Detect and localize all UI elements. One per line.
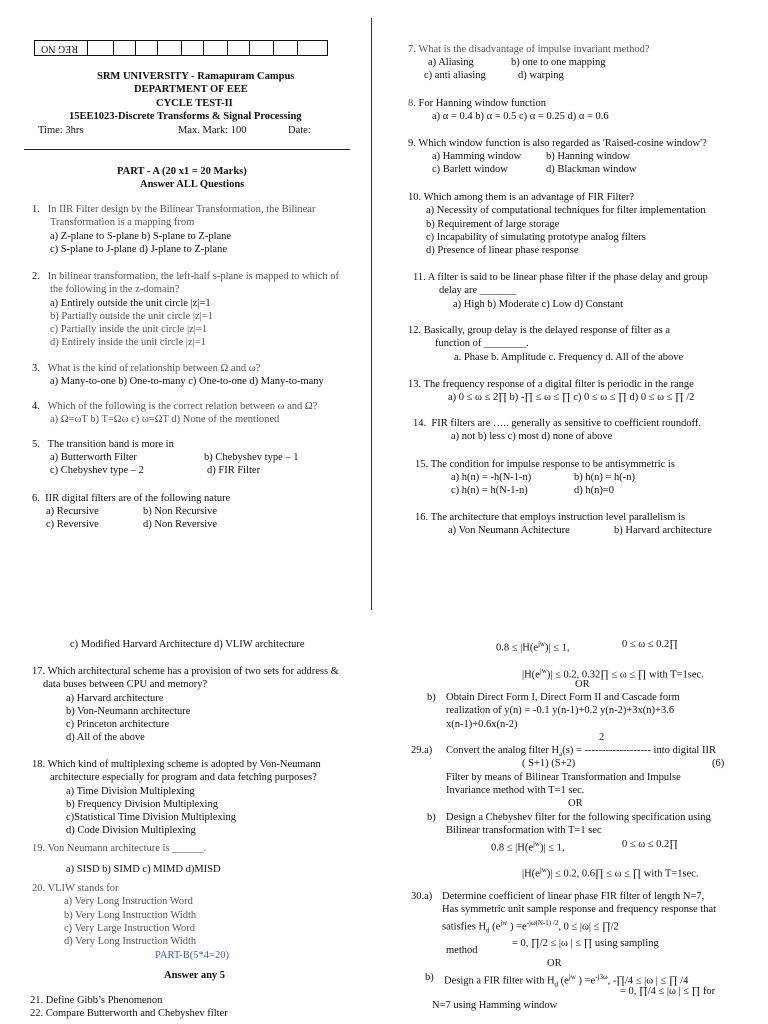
question-30a: Determine coefficient of linear phase FIR filter of length N=7, Has symmetric unit sample response and frequency response that satisfies $H_d$ ($e^{jw}$ ) $=e^{-j\omega(N-1) /2}$, 0 ≤ |ω| ≤ ∏/2 = 0, ∏/2 ≤ |ω | ≤ ∏ using sampling xyxy=(442,891,717,950)
q30b-label: b) xyxy=(425,972,434,983)
spec-stopband-2: $|H(e^{jw})| \le 0.2$, 0.6∏ ≤ ω ≤ ∏ with T=1sec. xyxy=(522,866,699,880)
part-a-title: PART - A (20 x1 = 20 Marks) xyxy=(117,166,247,177)
course-title: 15EE1023-Discrete Transforms & Signal Processing xyxy=(69,111,302,122)
column-divider xyxy=(371,18,372,610)
spec-passband-1-range: 0 ≤ ω ≤ 0.2∏ xyxy=(622,639,678,650)
question-29b: Design a Chebyshev filter for the following specification using Bilinear transformation with T=1 sec xyxy=(446,812,711,837)
question-6: 6. IIR digital filters are of the following nature a) Recursive b) Non Recursive c) Reversive d) Non Reversive xyxy=(32,493,231,531)
test-name: CYCLE TEST-II xyxy=(156,98,233,109)
spec-stopband-1: $|H(e^{jw})| \le 0.2$, 0.32∏ ≤ ω ≤ ∏ with T=1sec. xyxy=(522,667,704,681)
question-19: 19. Von Neumann architecture is ______. a) SISD b) SIMD c) MIMD d)MISD xyxy=(32,843,221,876)
question-18: 18. Which kind of multiplexing scheme is adopted by Von-Neumann architecture especially for program and data fetching purposes? a) Time Division Multiplexing b) Frequency Division Multiplexing c)Statistical Time Division Multiplexing d) Code Division Multiplexing xyxy=(32,759,321,837)
question-16: 16. The architecture that employs instruction level parallelism is a) Von Neumann Achitecture b) Harvard architecture xyxy=(415,512,712,537)
question-3: 3. What is the kind of relationship between Ω and ω? a) Many-to-one b) One-to-many c) One-to-one d) Many-to-many xyxy=(32,363,324,388)
question-20: 20. VLIW stands for a) Very Long Instruction Word b) Very Long Instruction Width c) Very Large Instruction Word d) Very Long Instruction Width xyxy=(32,883,197,948)
header-rule xyxy=(24,149,350,150)
part-b-item-21: 21. Define Gibb’s Phenomenon xyxy=(30,995,163,1006)
question-30b-line2: = 0, ∏/4 ≤ |ω | ≤ ∏ for xyxy=(620,986,716,997)
question-29a: Filter by means of Bilinear Transformation and Impulse Invariance method with T=1 sec. xyxy=(446,772,681,797)
question-30b-line1: Design a FIR filter with $H_d$ ($e^{jw}$ ) $=e^{-j3\omega}$, -∏/4 ≤ |ω | ≤ ∏ /4 xyxy=(444,973,689,989)
question-16-continued: c) Modified Harvard Architecture d) VLIW architecture xyxy=(70,639,305,650)
question-12: 12. Basically, group delay is the delayed response of filter as a function of ________. a. Phase b. Amplitude c. Frequency d. All of the above xyxy=(408,325,684,363)
question-4: 4. Which of the following is the correct relation between ω and Ω? a) Ω=ωT b) T=Ωω c) ω=ΩT d) None of the mentioned xyxy=(32,401,318,426)
question-13: 13. The frequency response of a digital filter is periodic in the range a) 0 ≤ ω ≤ 2∏ b) -∏ ≤ ω ≤ ∏ c) 0 ≤ ω ≤ ∏ d) 0 ≤ ω ≤ ∏ /2 xyxy=(408,379,695,404)
max-mark-label: Max. Mark: 100 xyxy=(178,125,247,136)
or-1: OR xyxy=(575,679,590,690)
question-11: 11. A filter is said to be linear phase filter if the phase delay and group delay are _______ a) High b) Moderate c) Low d) Constant xyxy=(413,272,708,310)
q29-marks: (6) xyxy=(712,758,725,769)
q29a-label: 29.a) xyxy=(411,745,433,756)
part-b-item-22: 22. Compare Butterworth and Chebyshev filter xyxy=(30,1008,228,1019)
department-name: DEPARTMENT OF EEE xyxy=(134,84,248,95)
q29-denominator: ( S+1) (S+2) xyxy=(522,758,576,769)
q30a-label: 30.a) xyxy=(411,891,433,902)
question-9: 9. Which window function is also regarded as 'Raised-cosine window'? a) Hamming window b) Hanning window c) Barlett window d) Blackman window xyxy=(408,138,707,176)
question-1: 1. In IIR Filter design by the Bilinear Transformation, the Bilinear Transformation is a mapping from a) Z-plane to S-plane b) S-plane to Z-plane c) S-plane to J-plane d) J-plane to Z-plane xyxy=(32,204,316,255)
q29b-label: b) xyxy=(427,812,436,823)
question-8: 8. For Hanning window function a) α = 0.4 b) α = 0.5 c) α = 0.25 d) α = 0.6 xyxy=(408,98,609,123)
q30a-method: method xyxy=(446,945,478,956)
question-15: 15. The condition for impulse response to be antisymmetric is a) h(n) = -h(N-1-n) b) h(n) = h(-n) c) h(n) = h(N-1-n) d) h(n)=0 xyxy=(415,459,675,497)
spec-passband-1: $0.8 \le |H(e^{jw})| \le 1$, xyxy=(496,640,570,654)
question-28b: Obtain Direct Form I, Direct Form II and Cascade form realization of y(n) = -0.1 y(n-1)+0.2 y(n-2)+3x(n)+3.6 x(n-1)+0.6x(n-2) xyxy=(446,692,680,730)
question-14: 14. FIR filters are ….. generally as sensitive to coefficient roundoff. a) not b) less c) most d) none of above xyxy=(413,418,701,443)
question-2: 2. In bilinear transformation, the left-half s-plane is mapped to which of the following in the z-domain? a) Entirely outside the unit circle |z|=1 b) Partially outside the unit circle |z|=1 c) Partially inside the unit circle |z|=1 d) Entirely inside the unit circle |z|=1 xyxy=(32,271,340,349)
or-2: OR xyxy=(568,798,583,809)
reg-no-label: REG NO xyxy=(41,43,78,54)
question-30b-line3: N=7 using Hamming window xyxy=(432,1000,558,1011)
q29-numerator: 2 xyxy=(599,732,605,743)
question-5: 5. The transition band is more in a) Butterworth Filter b) Chebyshev type – 1 c) Chebyshev type – 2 d) FIR Filter xyxy=(32,439,299,477)
university-name: SRM UNIVERSITY - Ramapuram Campus xyxy=(97,71,295,82)
question-17: 17. Which architectural scheme has a provision of two sets for address & data buses between CPU and memory? a) Harvard architecture b) Von-Neumann architecture c) Princeton architecture d) All of the above xyxy=(32,666,339,744)
spec-passband-2-range: 0 ≤ ω ≤ 0.2∏ xyxy=(622,839,678,850)
q28b-label: b) xyxy=(427,692,436,703)
question-10: 10. Which among them is an advantage of FIR Filter? a) Necessity of computational techniques for filter implementation b) Requirement of large storage c) Incapability of simulating prototype analog filters d) Presence of linear phase response xyxy=(408,192,706,257)
question-7: 7. What is the disadvantage of impulse invariant method? a) Aliasing b) one to one mapping c) anti aliasing d) warping xyxy=(408,44,650,82)
date-label: Date: xyxy=(288,125,311,136)
part-a-instruction: Answer ALL Questions xyxy=(140,179,245,190)
time-label: Time: 3hrs xyxy=(38,125,84,136)
part-b-instruction: Answer any 5 xyxy=(164,970,226,981)
reg-no-box xyxy=(34,40,328,56)
q29a-line1: Convert the analog filter $H_a(s)$ = ------------------- into digital IIR xyxy=(446,745,716,759)
or-3: OR xyxy=(547,958,562,969)
spec-passband-2: $0.8 \le |H(e^{jw})| \le 1$, xyxy=(491,840,565,854)
part-b-title: PART-B(5*4=20) xyxy=(155,950,229,961)
